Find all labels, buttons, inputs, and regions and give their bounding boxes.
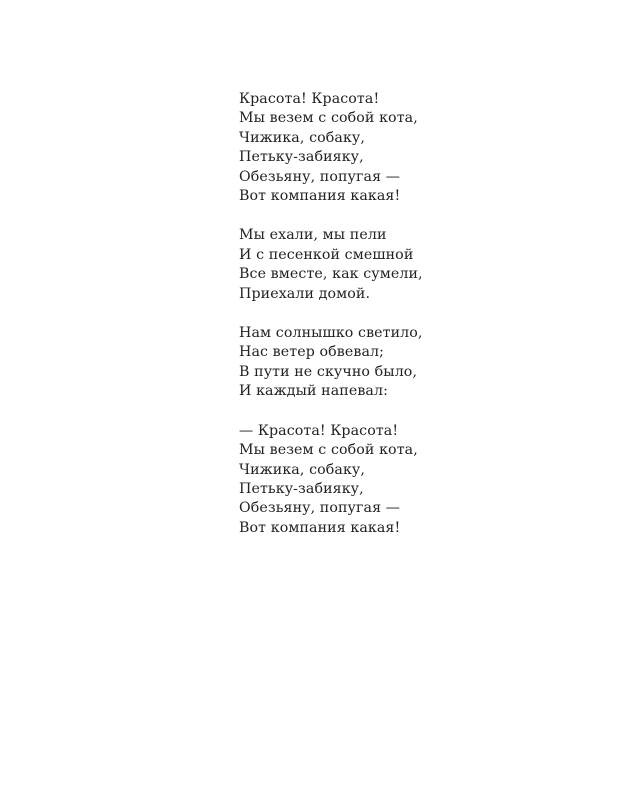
poem-line: Петьку-забияку,	[239, 480, 364, 497]
poem-line: Петьку-забияку,	[239, 149, 364, 166]
poem-line: Мы везем с собой кота,	[239, 110, 418, 127]
poem-line: Чижика, собаку,	[239, 129, 365, 146]
stanza-3	[239, 324, 579, 402]
poem-line: И каждый напевал:	[239, 383, 388, 400]
stanza-1	[239, 90, 579, 206]
poem-line: Все вместе, как сумели,	[239, 266, 423, 283]
poem-line: Чижика, собаку,	[239, 461, 365, 478]
poem-line: Нам солнышко светило,	[239, 325, 423, 342]
poem-line: — Красота! Красота!	[239, 422, 399, 439]
poem-line: И с песенкой смешной	[239, 246, 414, 263]
poem-line: Обезьяну, попугая —	[239, 500, 401, 517]
stanza-2	[239, 226, 579, 304]
poem-text	[239, 90, 579, 558]
poem-line: В пути не скучно было,	[239, 363, 418, 380]
poem-line: Обезьяну, попугая —	[239, 168, 401, 185]
stanza-4	[239, 422, 579, 538]
poem-line: Вот компания какая!	[239, 519, 401, 536]
poem-line: Нас ветер обвевал;	[239, 344, 385, 361]
poem-line: Мы ехали, мы пели	[239, 227, 387, 244]
poem-line: Мы везем с собой кота,	[239, 442, 418, 459]
poem-line: Вот компания какая!	[239, 188, 401, 205]
poem-line: Красота! Красота!	[239, 91, 380, 107]
poem-line: Приехали домой.	[239, 285, 371, 302]
